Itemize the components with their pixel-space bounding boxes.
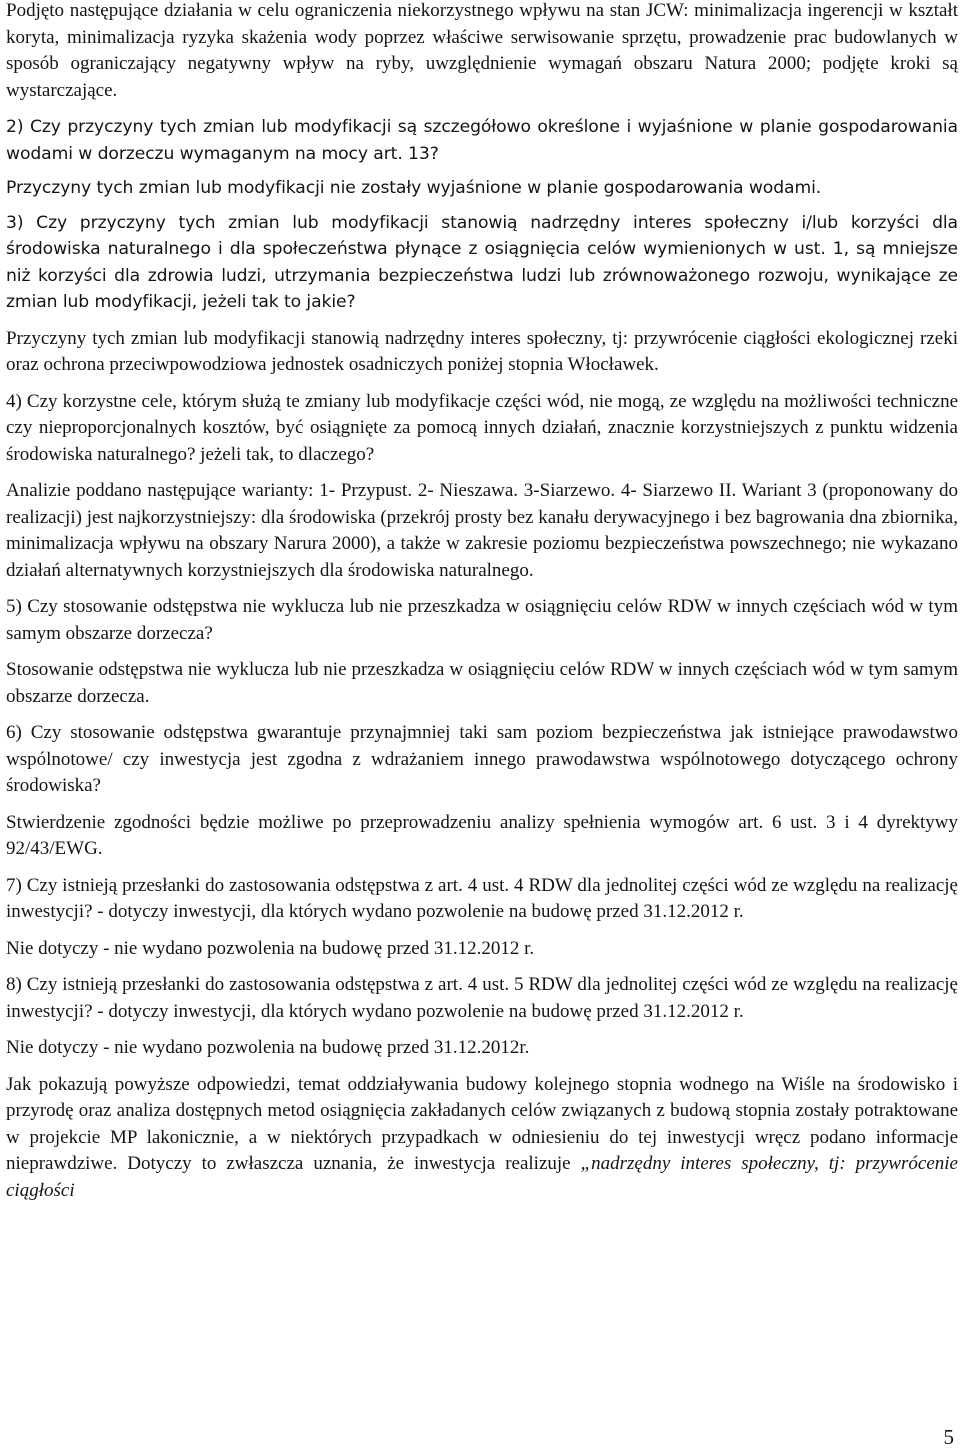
question-3: 3) Czy przyczyny tych zmian lub modyfikacji stanowią nadrzędny interes społeczny i/lub korzyści dla środowiska naturalnego i dla społeczeństwa płynące z osiągnięcia celów wymienionych w ust. 1, są mniejsze niż korzyści dla zdrowia ludzi, utrzymania bezpieczeństwa ludzi lub zrównoważonego rozwoju, wynikające ze zmian lub modyfikacji, jeżeli tak to jakie?	[6, 212, 958, 312]
question-2: 2) Czy przyczyny tych zmian lub modyfikacji są szczegółowo określone i wyjaśnione w planie gospodarowania wodami w dorzeczu wymaganym na mocy art. 13?	[6, 117, 958, 164]
page-number: 5	[943, 1425, 954, 1449]
answer-6: Stwierdzenie zgodności będzie możliwe po przeprowadzeniu analizy spełnienia wymogów art. 6 ust. 3 i 4 dyrektywy 92/43/EWG.	[6, 811, 958, 859]
question-6: 6) Czy stosowanie odstępstwa gwarantuje przynajmniej taki sam poziom bezpieczeństwa jak istniejące prawodawstwo wspólnotowe/ czy inwestycja jest zgodna z wdrażaniem innego prawodawstwa wspólnotowego dotyczącego ochrony środowiska?	[6, 722, 958, 796]
document-page	[6, 0, 958, 1204]
paragraph-actions-taken: Podjęto następujące działania w celu ograniczenia niekorzystnego wpływu na stan JCW: minimalizacja ingerencji w kształt koryta, minimalizacja ryzyka skażenia wody poprzez właściwe serwisowanie sprzętu, prowadzenie prac budowlanych w sposób ograniczający negatywny wpływ na ryby, uwzględnienie wymagań obszaru Natura 2000; podjęte kroki są wystarczające.	[6, 0, 958, 101]
answer-4: Analizie poddano następujące warianty: 1- Przypust. 2- Nieszawa. 3-Siarzewo. 4- Siarzewo II. Wariant 3 (proponowany do realizacji) jest najkorzystniejszy: dla środowiska (przekrój prosty bez kanału derywacyjnego i bez bagrowania dna zbiornika, minimalizacja wpływu na obszary Narura 2000), a także w zakresie poziomu bezpieczeństwa powszechnego; nie wykazano działań alternatywnych korzystniejszych dla środowiska naturalnego.	[6, 480, 958, 581]
conclusion-italic-quote: „nadrzędny interes społeczny, tj: przywrócenie ciągłości	[6, 1153, 958, 1201]
answer-8: Nie dotyczy - nie wydano pozwolenia na budowę przed 31.12.2012r.	[6, 1037, 530, 1058]
question-5: 5) Czy stosowanie odstępstwa nie wyklucza lub nie przeszkadza w osiągnięciu celów RDW w innych częściach wód w tym samym obszarze dorzecza?	[6, 596, 958, 644]
question-7: 7) Czy istnieją przesłanki do zastosowania odstępstwa z art. 4 ust. 4 RDW dla jednolitej części wód ze względu na realizację inwestycji? - dotyczy inwestycji, dla których wydano pozwolenie na budowę przed 31.12.2012 r.	[6, 874, 958, 922]
answer-3: Przyczyny tych zmian lub modyfikacji stanowią nadrzędny interes społeczny, tj: przywrócenie ciągłości ekologicznej rzeki oraz ochrona przeciwpowodziowa jednostek osadniczych poniżej stopnia Włocławek.	[6, 327, 958, 375]
answer-5: Stosowanie odstępstwa nie wyklucza lub nie przeszkadza w osiągnięciu celów RDW w innych częściach wód w tym samym obszarze dorzecza.	[6, 659, 958, 707]
answer-7: Nie dotyczy - nie wydano pozwolenia na budowę przed 31.12.2012 r.	[6, 937, 535, 959]
conclusion-text: Jak pokazują powyższe odpowiedzi, temat oddziaływania budowy kolejnego stopnia wodnego na Wiśle na środowisko i przyrodę oraz analiza dostępnych metod osiągnięcia zakładanych celów związanych z budową stopnia zostały potraktowane w projekcie MP lakonicznie, a w niektórych przypadkach w odniesieniu do tej inwestycji wręcz podano informacje nieprawdziwe. Dotyczy to zwłaszcza uznania, że inwestycja realizuje	[6, 1073, 958, 1174]
question-4: 4) Czy korzystne cele, którym służą te zmiany lub modyfikacje części wód, nie mogą, ze względu na możliwości techniczne czy nieproporcjonalnych kosztów, być osiągnięte za pomocą innych działań, znacznie korzystniejszych z punktu widzenia środowiska naturalnego? jeżeli tak, to dlaczego?	[6, 390, 958, 465]
question-8: 8) Czy istnieją przesłanki do zastosowania odstępstwa z art. 4 ust. 5 RDW dla jednolitej części wód ze względu na realizację inwestycji? - dotyczy inwestycji, dla których wydano pozwolenie na budowę przed 31.12.2012 r.	[6, 974, 958, 1022]
paragraph-conclusion	[6, 1072, 958, 1205]
answer-2: Przyczyny tych zmian lub modyfikacji nie zostały wyjaśnione w planie gospodarowania wodami.	[6, 178, 822, 198]
